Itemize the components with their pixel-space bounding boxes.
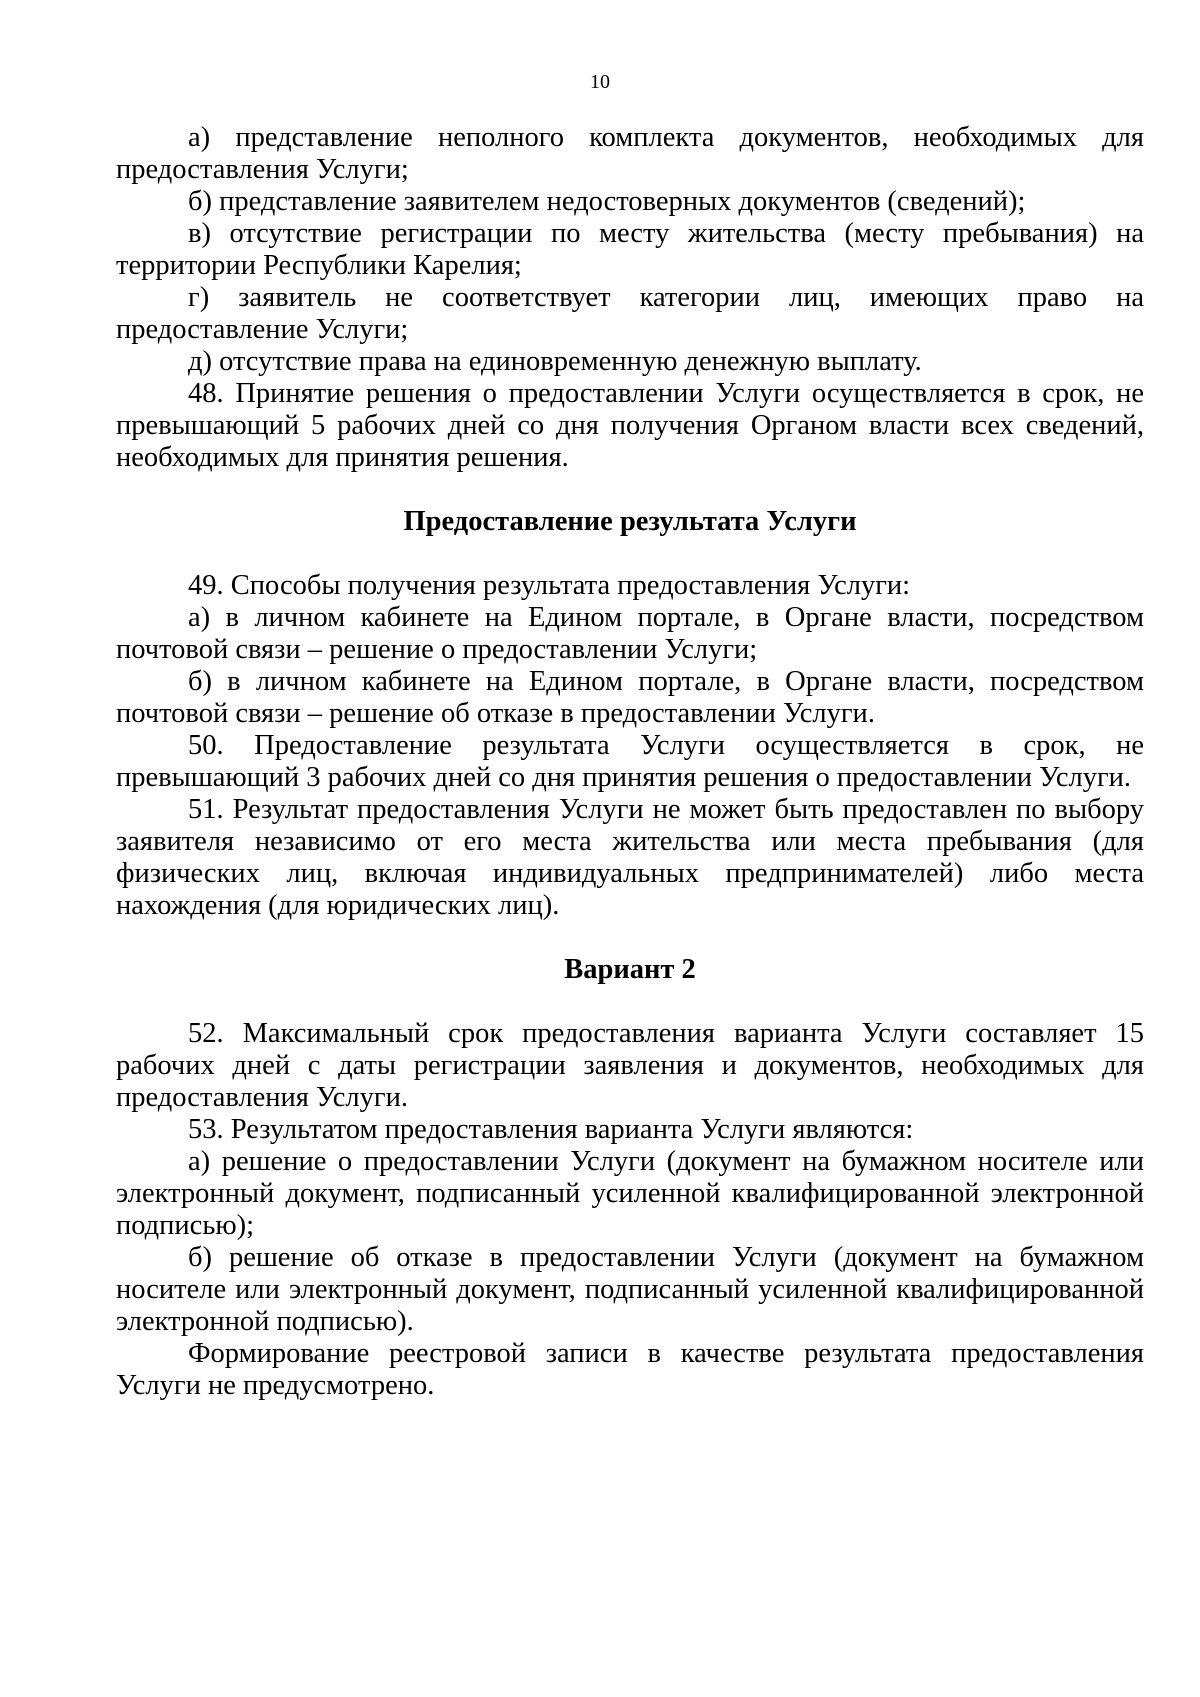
paragraph-53-a: а) решение о предоставлении Услуги (документ на бумажном носителе или электронный документ, подписанный усиленной квалифицированной электронной подписью); xyxy=(116,1146,1144,1241)
page-number: 10 xyxy=(590,71,610,93)
paragraph-51: 51. Результат предоставления Услуги не может быть предоставлен по выбору заявителя независимо от его места жительства или места пребывания (для физических лиц, включая индивидуальных предпринимателей) либо места нахождения (для юридических лиц). xyxy=(116,794,1144,921)
paragraph-49: 49. Способы получения результата предоставления Услуги: xyxy=(188,570,911,601)
paragraph-49-a: а) в личном кабинете на Едином портале, в Органе власти, посредством почтовой связи – решение о предоставлении Услуги; xyxy=(116,602,1144,665)
paragraph-registry-record: Формирование реестровой записи в качестве результата предоставления Услуги не предусмотрено. xyxy=(116,1338,1144,1401)
paragraph-53-b: б) решение об отказе в предоставлении Услуги (документ на бумажном носителе или электронный документ, подписанный усиленной квалифицированной электронной подписью). xyxy=(116,1242,1144,1337)
paragraph-g-category-mismatch: г) заявитель не соответствует категории лиц, имеющих право на предоставление Услуги; xyxy=(116,282,1144,345)
section-heading-variant-2: Вариант 2 xyxy=(564,954,696,985)
paragraph-48: 48. Принятие решения о предоставлении Услуги осуществляется в срок, не превышающий 5 рабочих дней со дня получения Органом власти всех сведений, необходимых для принятия решения. xyxy=(116,378,1144,473)
section-heading-result-provision: Предоставление результата Услуги xyxy=(403,506,857,537)
paragraph-53: 53. Результатом предоставления варианта Услуги являются: xyxy=(188,1114,914,1145)
document-body xyxy=(116,122,1144,1402)
paragraph-d-no-right: д) отсутствие права на единовременную денежную выплату. xyxy=(188,346,922,377)
paragraph-52: 52. Максимальный срок предоставления варианта Услуги составляет 15 рабочих дней с даты регистрации заявления и документов, необходимых для предоставления Услуги. xyxy=(116,1018,1144,1113)
paragraph-a-incomplete-documents: а) представление неполного комплекта документов, необходимых для предоставления Услуги; xyxy=(116,122,1144,185)
paragraph-50: 50. Предоставление результата Услуги осуществляется в срок, не превышающий 3 рабочих дней со дня принятия решения о предоставлении Услуги. xyxy=(116,730,1144,793)
paragraph-b-unreliable-documents: б) представление заявителем недостоверных документов (сведений); xyxy=(188,186,1026,217)
paragraph-v-no-registration: в) отсутствие регистрации по месту жительства (месту пребывания) на территории Республики Карелия; xyxy=(116,218,1144,281)
paragraph-49-b: б) в личном кабинете на Едином портале, в Органе власти, посредством почтовой связи – решение об отказе в предоставлении Услуги. xyxy=(116,666,1144,729)
